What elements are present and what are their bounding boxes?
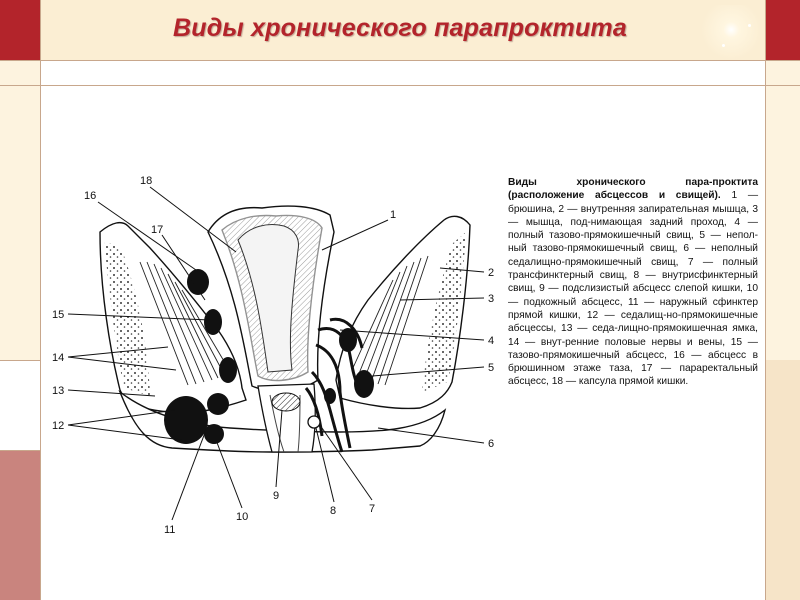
label-15: 15 (52, 309, 65, 321)
label-12: 12 (52, 420, 65, 432)
label-10: 10 (236, 511, 249, 523)
label-9: 9 (273, 490, 280, 502)
label-5: 5 (488, 362, 495, 374)
label-2: 2 (488, 267, 495, 279)
slide-title: Виды хронического парапроктита (173, 14, 627, 42)
figure-caption (508, 176, 758, 389)
caption-title: Виды хронического пара-проктита (расположение абсцессов и свищей). (508, 177, 758, 202)
label-11: 11 (164, 524, 176, 536)
label-14: 14 (52, 352, 65, 364)
label-8: 8 (330, 505, 337, 517)
label-3: 3 (488, 293, 495, 305)
caption-body: 1 — брюшина, 2 — внутренняя запирательная мышца, 3 — мышца, под-нимающая задний проход, 4 — полный тазово-прямокишечный свищ, 5 — непол-ный тазово-прямокишечный свищ, 6 — неполный седалищно-прямокишечный свищ, 7 — полный трансфинктерный свищ, 8 — внутрисфинктерный свищ, 9 — подслизистый абсцесс слепой кишки, 10 — подкожный абсцесс, 11 — наружный сфинктер прямой кишки, 12 — седалищ-но-прямокишечные абсцессы, 13 — седа-лищно-прямокишечная ямка, 14 — внут-ренние половые нервы и вены, 15 — тазово-прямокишечный абсцесс, 16 — абсцесс в брюшинном этаже таза, 17 — параректальный абсцесс, 18 — капсула прямой кишки. (508, 190, 759, 388)
label-6: 6 (488, 438, 495, 450)
label-1: 1 (390, 209, 397, 221)
label-13: 13 (52, 385, 65, 397)
label-7: 7 (369, 503, 376, 515)
label-16: 16 (84, 190, 97, 202)
label-18: 18 (140, 175, 153, 187)
label-4: 4 (488, 335, 495, 347)
label-17: 17 (151, 224, 164, 236)
